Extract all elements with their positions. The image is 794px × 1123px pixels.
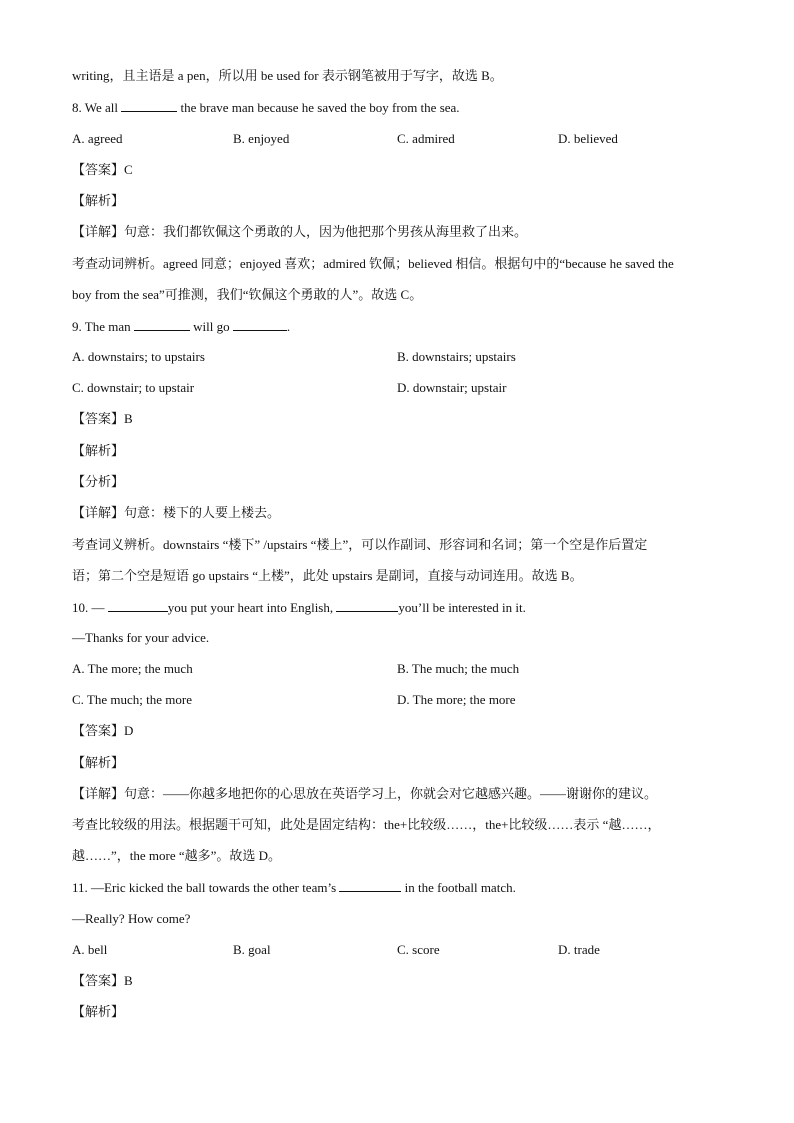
question-text: you put your heart into English,: [167, 600, 337, 615]
detail-line: 【详解】句意：——你越多地把你的心思放在英语学习上，你就会对它越感兴趣。——谢谢你的建议。: [72, 786, 658, 801]
answer-line: 【答案】C: [72, 162, 133, 177]
jiexi-label: 【解析】: [72, 1004, 125, 1019]
question-text: in the football match.: [401, 880, 516, 895]
question-10: [72, 599, 526, 616]
question-11: [72, 879, 516, 896]
answer-blank: [108, 599, 168, 612]
answer-line: 【答案】B: [72, 973, 133, 988]
fenxi-label: 【分析】: [72, 474, 125, 489]
answer-blank: [336, 599, 398, 612]
option-a: A. downstairs; to upstairs: [72, 349, 205, 364]
option-d: D. believed: [558, 131, 618, 146]
question-text: you’ll be interested in it.: [398, 600, 526, 615]
question-8: [72, 99, 460, 116]
question-text: .: [286, 319, 291, 334]
analysis-line: 考查动词辨析。agreed 同意；enjoyed 喜欢；admired 钦佩；believed 相信。根据句中的“because he saved the: [72, 256, 674, 271]
jiexi-label: 【解析】: [72, 755, 125, 770]
analysis-line: 语；第二个空是短语 go upstairs “上楼”，此处 upstairs 是副词，直接与动词连用。故选 B。: [72, 568, 583, 583]
answer-blank: [339, 879, 401, 892]
question-text: 8. We all: [72, 100, 122, 115]
reply-line: —Really? How come?: [72, 911, 191, 926]
question-9: [72, 318, 290, 335]
option-d: D. downstair; upstair: [397, 380, 507, 395]
option-b: B. enjoyed: [233, 131, 290, 146]
answer-line: 【答案】D: [72, 723, 134, 738]
question-text: 11. —Eric kicked the ball towards the other team’s: [72, 880, 340, 895]
question-text: will go: [189, 319, 233, 334]
answer-blank: [121, 99, 177, 112]
option-b: B. downstairs; upstairs: [397, 349, 516, 364]
answer-blank: [134, 318, 190, 331]
option-b: B. goal: [233, 942, 271, 957]
analysis-line: 考查词义辨析。downstairs “楼下” /upstairs “楼上”，可以作副词、形容词和名词；第一个空是作后置定: [72, 537, 648, 552]
option-a: A. bell: [72, 942, 108, 957]
question-text: 10. —: [72, 600, 108, 615]
option-c: C. score: [397, 942, 440, 957]
option-a: A. The more; the much: [72, 661, 193, 676]
option-c: C. downstair; to upstair: [72, 380, 195, 395]
option-c: C. The much; the more: [72, 692, 192, 707]
option-a: A. agreed: [72, 131, 123, 146]
option-d: D. trade: [558, 942, 600, 957]
analysis-line: boy from the sea”可推测，我们“钦佩这个勇敢的人”。故选 C。: [72, 287, 423, 302]
jiexi-label: 【解析】: [72, 443, 125, 458]
detail-line: 【详解】句意：楼下的人要上楼去。: [72, 505, 281, 520]
analysis-line: 考查比较级的用法。根据题干可知，此处是固定结构：the+比较级……，the+比较级……表示 “越……，: [72, 817, 661, 832]
option-d: D. The more; the more: [397, 692, 516, 707]
option-c: C. admired: [397, 131, 455, 146]
answer-line: 【答案】B: [72, 411, 133, 426]
jiexi-label: 【解析】: [72, 193, 125, 208]
question-text: 9. The man: [72, 319, 134, 334]
detail-line: 【详解】句意：我们都钦佩这个勇敢的人，因为他把那个男孩从海里救了出来。: [72, 224, 528, 239]
option-b: B. The much; the much: [397, 661, 520, 676]
text-line: writing，且主语是 a pen，所以用 be used for 表示钢笔被用于写字，故选 B。: [72, 68, 503, 83]
analysis-line: 越……”，the more “越多”。故选 D。: [72, 848, 282, 863]
question-text: the brave man because he saved the boy from the sea.: [177, 100, 460, 115]
reply-line: —Thanks for your advice.: [72, 630, 210, 645]
answer-blank: [233, 318, 287, 331]
